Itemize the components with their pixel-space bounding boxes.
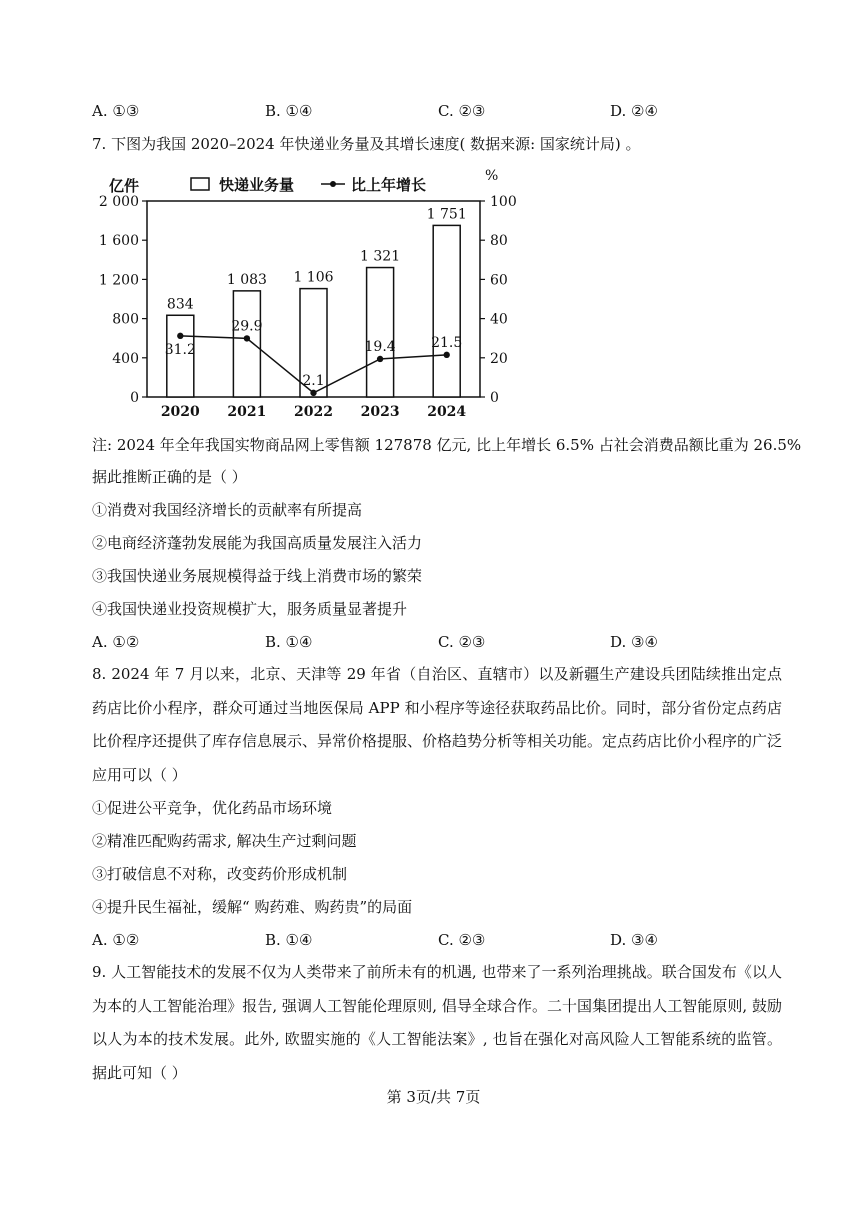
q7-question: 据此推断正确的是（ ） xyxy=(92,468,247,486)
bar xyxy=(231,291,263,397)
growth-point xyxy=(244,335,250,341)
q6-options xyxy=(92,101,772,121)
bar xyxy=(364,268,396,397)
growth-point xyxy=(444,352,450,358)
q9-stem: 9. 人工智能技术的发展不仅为人类带来了前所未有的机遇, 也带来了一系列治理挑战。联合国发布《以人为本的人工智能治理》报告, 强调人工智能伦理原则, 倡导全球合作。二十国集团提出人工智能原则, 鼓励以人为本的技术发展。此外, 欧盟实施的《人工智能法案》, 也旨在强化对高风险人工智能系统的监管。据此可知（ ） xyxy=(92,963,782,1082)
x-tick-label: 2023 xyxy=(360,404,400,420)
growth-value-label: 31.2 xyxy=(164,341,196,358)
legend-bar-label: 快递业务量 xyxy=(219,176,295,194)
y-tick-label: 0 xyxy=(130,390,139,406)
q7-option-b[interactable]: B. ①④ xyxy=(265,633,313,651)
growth-value-label: 2.1 xyxy=(302,372,325,389)
y-tick-label: 800 xyxy=(112,311,139,328)
q7-option-a[interactable]: A. ①② xyxy=(92,633,140,651)
y2-tick-label: 20 xyxy=(490,350,508,367)
growth-value-label: 19.4 xyxy=(364,338,396,355)
q8-option-c[interactable]: C. ②③ xyxy=(438,931,486,949)
y-tick-label: 2 000 xyxy=(98,194,139,210)
q8-option-a[interactable]: A. ①② xyxy=(92,931,140,949)
x-tick-label: 2022 xyxy=(294,404,333,420)
q6-option-a[interactable]: A. ①③ xyxy=(92,102,140,120)
legend-line-label: 比上年增长 xyxy=(351,176,427,194)
bar-value-label: 1 106 xyxy=(293,269,334,286)
y-tick-label: 1 200 xyxy=(98,272,139,289)
q7-item-2: ②电商经济蓬勃发展能为我国高质量发展注入活力 xyxy=(92,534,423,552)
y2-axis-label: % xyxy=(485,168,499,184)
q8-item-4: ④提升民生福祉，缓解“ 购药难、购药贵”的局面 xyxy=(92,898,413,916)
q7-option-d[interactable]: D. ③④ xyxy=(610,633,658,651)
q8-option-d[interactable]: D. ③④ xyxy=(610,931,658,949)
legend-bar-swatch xyxy=(191,178,209,190)
y2-tick-label: 40 xyxy=(490,311,508,328)
bar-series xyxy=(164,206,467,397)
y2-tick-label: 60 xyxy=(490,272,508,289)
q7-item-1: ①消费对我国经济增长的贡献率有所提高 xyxy=(92,501,363,519)
growth-point xyxy=(377,356,383,362)
right-axis xyxy=(480,194,517,406)
growth-point xyxy=(177,333,183,339)
x-tick-label: 2020 xyxy=(160,404,200,420)
chart-legend xyxy=(191,176,426,194)
growth-point xyxy=(310,390,316,396)
q8-stem: 8. 2024 年 7 月以来，北京、天津等 29 年省（自治区、直辖市）以及新疆生产建设兵团陆续推出定点药店比价小程序，群众可通过当地医保局 APP 和小程序等途径获取药品比价。同时，部分省份定点药店比价程序还提供了库存信息展示、异常价格提服、价格趋势分析等相关功能。定点药店比价小程序的广泛应用可以（ ） xyxy=(92,665,783,784)
q7-stem: 7. 下图为我国 2020–2024 年快递业务量及其增长速度( 数据来源: 国家统计局) 。 xyxy=(92,135,641,153)
q7-option-c[interactable]: C. ②③ xyxy=(438,633,486,651)
page-footer: 第 3页/共 7页 xyxy=(386,1088,481,1106)
q6-option-b[interactable]: B. ①④ xyxy=(265,102,313,120)
q7-note: 注: 2024 年全年我国实物商品网上零售额 127878 亿元, 比上年增长 6.5% 占社会消费品额比重为 26.5% xyxy=(92,436,802,454)
q8-option-b[interactable]: B. ①④ xyxy=(265,931,313,949)
y2-tick-label: 100 xyxy=(490,194,517,210)
bar-value-label: 1 321 xyxy=(360,248,401,265)
q6-option-c[interactable]: C. ②③ xyxy=(438,102,486,120)
y2-tick-label: 0 xyxy=(490,390,499,406)
q6-option-d[interactable]: D. ②④ xyxy=(610,102,658,120)
bar xyxy=(431,225,463,397)
y-tick-label: 400 xyxy=(112,350,139,367)
q7-item-3: ③我国快递业务展规模得益于线上消费市场的繁荣 xyxy=(92,567,423,585)
x-tick-label: 2021 xyxy=(227,404,267,420)
bar-value-label: 1 083 xyxy=(226,271,267,288)
q8-item-3: ③打破信息不对称，改变药价形成机制 xyxy=(92,865,348,883)
q7-options xyxy=(92,632,772,652)
q8-item-2: ②精准匹配购药需求, 解决生产过剩问题 xyxy=(92,832,357,850)
y-tick-label: 1 600 xyxy=(98,233,139,250)
q8-item-1: ①促进公平竞争，优化药品市场环境 xyxy=(92,799,333,817)
q7-item-4: ④我国快递业投资规模扩大，服务质量显著提升 xyxy=(92,600,408,618)
growth-value-label: 29.9 xyxy=(231,318,263,335)
y2-tick-label: 80 xyxy=(490,233,508,250)
y-axis-label: 亿件 xyxy=(109,177,140,195)
bar-value-label: 1 751 xyxy=(426,206,467,223)
left-axis xyxy=(99,194,147,406)
express-chart xyxy=(95,163,525,423)
q8-options xyxy=(92,930,772,950)
x-axis xyxy=(161,404,467,420)
legend-line-marker xyxy=(330,181,336,187)
growth-value-label: 21.5 xyxy=(431,334,463,351)
x-tick-label: 2024 xyxy=(427,404,467,420)
bar-value-label: 834 xyxy=(166,296,194,313)
